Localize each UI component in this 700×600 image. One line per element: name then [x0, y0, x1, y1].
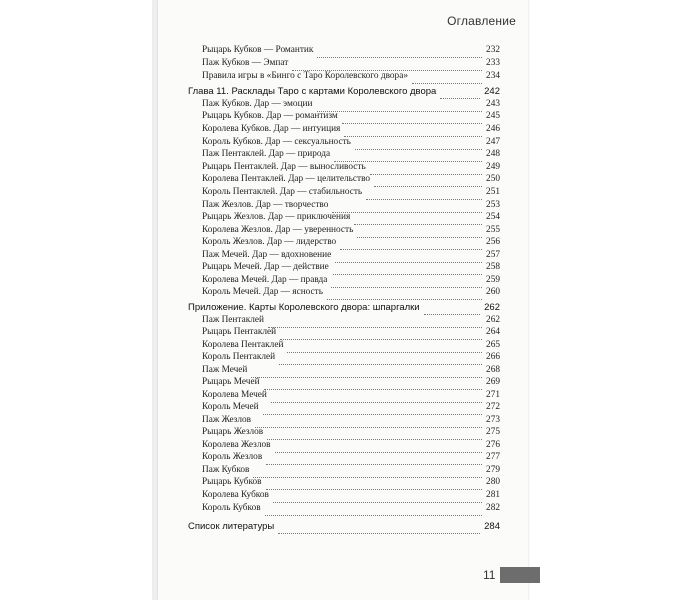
- toc-leader-dots: [278, 523, 480, 534]
- toc-leader-dots: [327, 289, 482, 300]
- toc-page-number: 271: [486, 390, 500, 400]
- toc-entry-title: Рыцарь Мечей: [202, 377, 260, 387]
- toc-page-number: 232: [486, 45, 500, 55]
- toc-page-number: 264: [486, 327, 500, 337]
- toc-entry-title: Королева Кубков. Дар — интуиция: [202, 124, 341, 134]
- toc-leader-dots: [412, 73, 482, 84]
- toc-entry-row[interactable]: [188, 465, 500, 477]
- toc-page-number: 245: [486, 111, 500, 121]
- toc-page-number: 266: [486, 352, 500, 362]
- toc-page-number: 242: [484, 86, 500, 97]
- table-of-contents: [188, 0, 500, 600]
- toc-page-number: 258: [486, 262, 500, 272]
- toc-entry-row[interactable]: [188, 162, 500, 174]
- page-number-tab: [500, 567, 540, 583]
- toc-entry-row[interactable]: [188, 250, 500, 262]
- toc-entry-row[interactable]: [188, 275, 500, 287]
- toc-page-number: 260: [486, 287, 500, 297]
- toc-leader-dots: [266, 479, 482, 490]
- toc-page-number: 253: [486, 200, 500, 210]
- toc-page-number: 276: [486, 440, 500, 450]
- toc-entry-title: Король Пентаклей: [202, 352, 276, 362]
- toc-entry-title: Глава 11. Расклады Таро с картами Королевского двора: [188, 86, 437, 97]
- toc-entry-title: Рыцарь Жезлов. Дар — приключения: [202, 212, 351, 222]
- toc-entry-title: Королева Мечей. Дар — правда: [202, 275, 328, 285]
- toc-page-number: 246: [486, 124, 500, 134]
- toc-page-number: 257: [486, 250, 500, 260]
- toc-entry-title: Король Кубков. Дар — сексуальность: [202, 137, 351, 147]
- toc-page-number: 268: [486, 365, 500, 375]
- toc-entry-title: Король Мечей: [202, 402, 259, 412]
- toc-entry-row[interactable]: [188, 365, 500, 377]
- toc-leader-dots: [340, 239, 482, 250]
- toc-page-number: 256: [486, 237, 500, 247]
- toc-leader-dots: [354, 214, 482, 225]
- toc-leader-dots: [424, 304, 480, 315]
- toc-page-number: 269: [486, 377, 500, 387]
- toc-entry-row[interactable]: [188, 315, 500, 327]
- toc-entry-title: Король Жезлов: [202, 452, 263, 462]
- toc-entry-title: Рыцарь Пентаклей. Дар — выносливость: [202, 162, 366, 172]
- toc-page-number: 249: [486, 162, 500, 172]
- toc-page-number: 275: [486, 427, 500, 437]
- toc-page-number: 280: [486, 477, 500, 487]
- toc-entry-row[interactable]: [188, 490, 500, 502]
- toc-entry-title: Рыцарь Мечей. Дар — действие: [202, 262, 329, 272]
- toc-entry-row[interactable]: [188, 440, 500, 452]
- toc-entry-title: Рыцарь Пентаклей: [202, 327, 277, 337]
- toc-leader-dots: [374, 176, 482, 187]
- toc-page-number: 248: [486, 149, 500, 159]
- toc-entry-title: Приложение. Карты Королевского двора: шпаргалки: [188, 302, 420, 313]
- toc-entry-title: Список литературы: [188, 521, 275, 532]
- toc-entry-title: Паж Кубков: [202, 465, 250, 475]
- toc-entry-row[interactable]: [188, 174, 500, 186]
- toc-entry-title: Король Кубков: [202, 503, 261, 513]
- toc-entry-title: Король Пентаклей. Дар — стабильность: [202, 187, 363, 197]
- toc-page-number: 234: [486, 71, 500, 81]
- toc-leader-dots: [279, 354, 482, 365]
- toc-entry-title: Королева Жезлов. Дар — уверенность: [202, 225, 354, 235]
- toc-entry-row[interactable]: [188, 187, 500, 199]
- toc-leader-dots: [333, 264, 482, 275]
- toc-entry-title: Паж Пентаклей: [202, 315, 264, 325]
- toc-leader-dots: [317, 47, 482, 58]
- toc-leader-dots: [265, 505, 482, 516]
- toc-entry-row[interactable]: [188, 390, 500, 402]
- toc-entry-title: Рыцарь Кубков — Романтик: [202, 45, 314, 55]
- toc-entry-title: Рыцарь Кубков. Дар — романтизм: [202, 111, 338, 121]
- toc-page-number: 262: [484, 302, 500, 313]
- toc-page-number: 272: [486, 402, 500, 412]
- toc-entry-row[interactable]: [188, 452, 500, 464]
- toc-page-number: 279: [486, 465, 500, 475]
- toc-entry-title: Паж Жезлов. Дар — творчество: [202, 200, 329, 210]
- toc-page-number: 251: [486, 187, 500, 197]
- toc-leader-dots: [342, 113, 482, 124]
- toc-entry-row[interactable]: [188, 477, 500, 489]
- toc-page-number: 273: [486, 415, 500, 425]
- toc-entry-title: Королева Мечей: [202, 390, 267, 400]
- toc-leader-dots: [273, 492, 482, 503]
- toc-leader-dots: [344, 126, 482, 137]
- toc-entry-title: Паж Кубков. Дар — эмоции: [202, 99, 313, 109]
- toc-entry-row[interactable]: [188, 287, 500, 299]
- toc-page-number: 281: [486, 490, 500, 500]
- toc-entry-row[interactable]: [188, 200, 500, 212]
- toc-entry-title: Паж Жезлов: [202, 415, 252, 425]
- toc-entry-row[interactable]: [188, 427, 500, 439]
- toc-entry-title: Правила игры в «Бинго с Таро Королевского двора»: [202, 71, 408, 81]
- toc-entry-row[interactable]: [188, 71, 500, 83]
- toc-entry-row[interactable]: [188, 402, 500, 414]
- toc-page-number: 259: [486, 275, 500, 285]
- toc-page-number: 277: [486, 452, 500, 462]
- toc-chapter-row[interactable]: [188, 86, 500, 98]
- toc-entry-title: Король Жезлов. Дар — лидерство: [202, 237, 337, 247]
- toc-entry-row[interactable]: [188, 58, 500, 70]
- toc-page-number: 254: [486, 212, 500, 222]
- toc-entry-row[interactable]: [188, 111, 500, 123]
- toc-page-number: 247: [486, 137, 500, 147]
- toc-leader-dots: [266, 454, 482, 465]
- running-header: Оглавление: [447, 14, 516, 28]
- toc-chapter-row[interactable]: [188, 302, 500, 314]
- toc-leader-dots: [264, 379, 482, 390]
- toc-page-number: 250: [486, 174, 500, 184]
- toc-leader-dots: [440, 88, 480, 99]
- toc-leader-dots: [334, 151, 482, 162]
- toc-entry-row[interactable]: [188, 225, 500, 237]
- toc-entry-title: Рыцарь Жезлов: [202, 427, 264, 437]
- toc-leader-dots: [263, 404, 482, 415]
- toc-entry-row[interactable]: [188, 237, 500, 249]
- toc-entry-row[interactable]: [188, 340, 500, 352]
- toc-entry-title: Король Мечей. Дар — ясность: [202, 287, 323, 297]
- toc-entry-row[interactable]: [188, 377, 500, 389]
- toc-page-number: 233: [486, 58, 500, 68]
- toc-page-number: 284: [484, 521, 500, 532]
- toc-entry-row[interactable]: [188, 137, 500, 149]
- toc-entry-row[interactable]: [188, 212, 500, 224]
- toc-entry-title: Паж Мечей. Дар — вдохновение: [202, 250, 332, 260]
- toc-entry-row[interactable]: [188, 503, 500, 515]
- toc-entry-row[interactable]: [188, 352, 500, 364]
- toc-chapter-row[interactable]: [188, 521, 500, 533]
- toc-page-number: 262: [486, 315, 500, 325]
- toc-page-number: 265: [486, 340, 500, 350]
- toc-entry-title: Паж Пентаклей. Дар — природа: [202, 149, 331, 159]
- toc-entry-row[interactable]: [188, 415, 500, 427]
- toc-entry-row[interactable]: [188, 45, 500, 57]
- toc-entry-row[interactable]: [188, 99, 500, 111]
- toc-entry-title: Королева Кубков: [202, 490, 269, 500]
- toc-entry-title: Королева Пентаклей. Дар — целительство: [202, 174, 371, 184]
- toc-entry-title: Рыцарь Кубков: [202, 477, 262, 487]
- toc-page-number: 243: [486, 99, 500, 109]
- toc-leader-dots: [280, 329, 482, 340]
- toc-entry-title: Королева Пентаклей: [202, 340, 284, 350]
- toc-entry-row[interactable]: [188, 262, 500, 274]
- toc-entry-row[interactable]: [188, 149, 500, 161]
- toc-page-number: 282: [486, 503, 500, 513]
- toc-entry-row[interactable]: [188, 327, 500, 339]
- toc-leader-dots: [292, 60, 482, 71]
- toc-leader-dots: [267, 429, 482, 440]
- page-number: 11: [483, 568, 496, 582]
- toc-entry-title: Паж Кубков — Эмпат: [202, 58, 289, 68]
- toc-entry-row[interactable]: [188, 124, 500, 136]
- toc-page-number: 255: [486, 225, 500, 235]
- toc-leader-dots: [366, 189, 482, 200]
- toc-entry-title: Королева Жезлов: [202, 440, 271, 450]
- toc-entry-title: Паж Мечей: [202, 365, 248, 375]
